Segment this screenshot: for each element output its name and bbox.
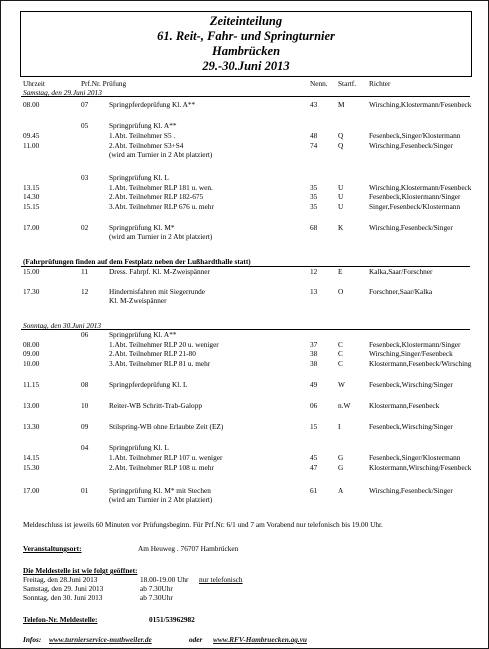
row-startf: E — [338, 267, 343, 276]
meldeschluss-note: Meldeschluss ist jeweils 60 Minuten vor Prüfungsbeginn. Für Prf.Nr. 6/1 und 7 am Vorabend nur telefonisch bis 19.00 Uhr. — [23, 520, 383, 529]
col-richter: Richter — [369, 79, 391, 88]
opening-title: Die Meldestelle ist wie folgt geöffnet: — [23, 566, 138, 575]
row-text: Hindernisfahren mit Siegerrunde — [109, 287, 206, 296]
row-text: (wird am Turnier in 2 Abt platziert) — [109, 495, 213, 504]
row-nr: 08 — [81, 380, 89, 389]
row-richter: Forschner,Saar/Kalka — [369, 287, 433, 296]
row-time: 09.45 — [23, 131, 40, 140]
row-nr: 11 — [81, 267, 89, 276]
row-nr: 09 — [81, 422, 89, 431]
row-time: 15.15 — [23, 202, 40, 211]
row-nr: 04 — [81, 443, 89, 452]
row-nenn: 38 — [310, 359, 318, 368]
row-richter: Wirsching,Klostermann/Fesenbeck — [369, 100, 472, 109]
row-richter: Fesenbeck,Wirsching/Singer — [369, 380, 453, 389]
row-richter: Fesenbeck,Singer/Klostermann — [369, 131, 461, 140]
day-heading-sunday: Sonntag, den 30.Juni 2013 — [23, 321, 102, 330]
row-richter: Wirsching,Klostermann/Fesenbeck — [369, 183, 472, 192]
row-text: Kl. M-Zweispänner — [109, 296, 167, 305]
row-startf: n.W — [338, 401, 351, 410]
row-startf: C — [338, 340, 343, 349]
row-richter: Wirsching,Fesenbeck/Singer — [369, 141, 453, 150]
row-nenn: 49 — [310, 380, 318, 389]
row-time: 11.15 — [23, 380, 40, 389]
col-nenn: Nenn. — [310, 79, 328, 88]
row-richter: Wirsching,Fesenbeck/Singer — [369, 486, 453, 495]
row-richter: Wirsching,Fesenbeck/Singer — [369, 223, 453, 232]
row-nenn: 61 — [310, 486, 318, 495]
row-nenn: 45 — [310, 453, 318, 462]
event-name: 61. Reit-, Fahr- und Springturnier — [157, 29, 335, 43]
col-startf: Startf. — [338, 79, 357, 88]
row-startf: O — [338, 287, 344, 296]
row-text: Springprüfung Kl. M* mit Stechen — [109, 486, 211, 495]
row-time: 11.00 — [23, 141, 40, 150]
row-richter: Wirsching,Singer/Fesenbeck — [369, 349, 453, 358]
row-startf: U — [338, 192, 344, 201]
row-richter: Singer,Fesenbeck/Klostermann — [369, 202, 461, 211]
row-nr: 02 — [81, 223, 89, 232]
row-startf: K — [338, 223, 344, 232]
opening-time: 18.00-19.00 Uhr — [140, 575, 189, 584]
row-text: 1.Abt. Teilnehmer RLP 20 u. weniger — [109, 340, 219, 349]
row-startf: M — [338, 100, 345, 109]
row-text: Springpferdeprüfung Kl. L — [109, 380, 188, 389]
row-startf: C — [338, 349, 343, 358]
row-startf: W — [338, 380, 345, 389]
row-startf: Q — [338, 141, 344, 150]
row-time: 15.00 — [23, 267, 40, 276]
row-nenn: 43 — [310, 100, 318, 109]
event-dates: 29.-30.Juni 2013 — [202, 59, 290, 73]
title-line: Zeiteinteilung — [209, 14, 283, 28]
row-nenn: 15 — [310, 422, 318, 431]
title-box — [20, 11, 472, 77]
row-time: 17.00 — [23, 486, 40, 495]
row-text: 2.Abt. Teilnehmer RLP 182-675 — [109, 192, 204, 201]
row-time: 14.30 — [23, 192, 40, 201]
row-richter: Fesenbeck,Wirsching/Singer — [369, 422, 453, 431]
row-richter: Fesenbeck,Klostermann/Singer — [369, 340, 461, 349]
row-richter: Fesenbeck,Klostermann/Singer — [369, 192, 461, 201]
row-nenn: 68 — [310, 223, 318, 232]
row-text: Springprüfung Kl. M* — [109, 223, 175, 232]
row-nenn: 74 — [310, 141, 318, 150]
row-text: Springprüfung Kl. L — [109, 443, 169, 452]
row-time: 09.00 — [23, 349, 40, 358]
row-time: 17.30 — [23, 287, 40, 296]
row-richter: Klostermann,Wirsching/Fesenbeck — [369, 463, 472, 472]
row-text: Springprüfung Kl. A** — [109, 121, 177, 130]
row-nenn: 12 — [310, 267, 318, 276]
row-time: 08.00 — [23, 100, 40, 109]
row-text: Reiter-WB Schritt-Trab-Galopp — [109, 401, 203, 410]
row-nenn: 38 — [310, 349, 318, 358]
row-time: 10.00 — [23, 359, 40, 368]
row-nr: 03 — [81, 173, 89, 182]
opening-time: ab 7.30Uhr — [140, 593, 173, 602]
row-text: 3.Abt. Teilnehmer RLP 81 u. mehr — [109, 359, 211, 368]
row-text: Springprüfung Kl. L — [109, 173, 169, 182]
row-nr: 10 — [81, 401, 89, 410]
row-time: 08.00 — [23, 340, 40, 349]
row-nenn: 06 — [310, 401, 318, 410]
row-nr: 01 — [81, 486, 89, 495]
row-richter: Fesenbeck,Singer/Klostermann — [369, 453, 461, 462]
row-time: 13.30 — [23, 422, 40, 431]
opening-day: Samstag, den 29. Juni 2013 — [23, 584, 104, 593]
row-startf: G — [338, 453, 344, 462]
row-text: Springpferdeprüfung Kl. A** — [109, 100, 196, 109]
festplatz-note: (Fahrprüfungen finden auf dem Festplatz neben der Lußhardthalle statt) — [23, 257, 251, 266]
row-startf: Q — [338, 131, 344, 140]
row-time: 13.00 — [23, 401, 40, 410]
row-text: Springprüfung Kl. A** — [109, 330, 177, 339]
venue-label: Veranstaltungsort: — [23, 544, 82, 553]
row-text: 1.Abt. Teilnehmer S5 . — [109, 131, 176, 140]
event-location: Hambrücken — [211, 44, 281, 58]
divider — [21, 96, 470, 97]
row-time: 13.15 — [23, 183, 40, 192]
infos-link-turnierservice[interactable]: www.turnierservice-muthweiler.de — [49, 635, 152, 644]
row-nenn: 35 — [310, 183, 318, 192]
divider — [21, 329, 470, 330]
row-nenn: 35 — [310, 202, 318, 211]
row-startf: C — [338, 359, 343, 368]
row-text: 2.Abt. Teilnehmer RLP 108 u. mehr — [109, 463, 214, 472]
row-nr: 07 — [81, 100, 89, 109]
opening-day: Sonntag, den 30. Juni 2013 — [23, 593, 103, 602]
row-richter: Kalka,Saar/Forschner — [369, 267, 433, 276]
row-text: 2.Abt. Teilnehmer S3+S4 — [109, 141, 184, 150]
row-time: 15.30 — [23, 463, 40, 472]
row-nenn: 47 — [310, 463, 318, 472]
row-richter: Klostermann,Fesenbeck/Wirsching — [369, 359, 472, 368]
row-text: 3.Abt. Teilnehmer RLP 676 u. mehr — [109, 202, 214, 211]
col-uhrzeit: Uhrzeit — [23, 79, 45, 88]
row-text: (wird am Turnier in 2 Abt platziert) — [109, 232, 213, 241]
row-nenn: 13 — [310, 287, 318, 296]
row-startf: G — [338, 463, 344, 472]
row-nr: 12 — [81, 287, 89, 296]
opening-time: ab 7.30Uhr — [140, 584, 173, 593]
col-prf: Prf.Nr. Prüfung — [81, 79, 127, 88]
day-heading-saturday: Samstag, den 29.Juni 2013 — [23, 88, 102, 97]
row-nenn: 37 — [310, 340, 318, 349]
row-nr: 06 — [81, 330, 89, 339]
row-text: (wird am Turnier in 2 Abt platziert) — [109, 150, 213, 159]
infos-link-rfv[interactable]: www.RFV-Hambruecken.ag.vu — [213, 635, 307, 644]
row-startf: A — [338, 486, 344, 495]
row-startf: U — [338, 183, 344, 192]
row-text: Stilspring-WB ohne Erlaubte Zeit (EZ) — [109, 422, 224, 431]
row-text: 1.Abt. Teilnehmer RLP 107 u. weniger — [109, 453, 223, 462]
opening-extra: nur telefonisch — [199, 575, 243, 584]
infos-oder: oder — [189, 635, 203, 644]
row-text: 1.Abt. Teilnehmer RLP 181 u. wen. — [109, 183, 213, 192]
row-nenn: 48 — [310, 131, 318, 140]
row-text: Dress. Fahrpf. Kl. M-Zweispänner — [109, 267, 210, 276]
row-startf: I — [338, 422, 341, 431]
row-time: 17.00 — [23, 223, 40, 232]
row-startf: U — [338, 202, 344, 211]
row-text: 2.Abt. Teilnehmer RLP 21-80 — [109, 349, 196, 358]
divider — [21, 266, 470, 267]
row-nenn: 35 — [310, 192, 318, 201]
infos-label: Infos: — [23, 635, 42, 644]
phone-label: Telefon-Nr. Meldestelle: — [23, 615, 98, 624]
row-time: 14.15 — [23, 453, 40, 462]
row-richter: Klostermann,Fesenbeck — [369, 401, 440, 410]
opening-day: Freitag, den 28.Juni 2013 — [23, 575, 98, 584]
venue-value: Am Heuweg . 76707 Hambrücken — [138, 544, 239, 553]
phone-value: 0151/53962982 — [149, 615, 195, 624]
row-nr: 05 — [81, 121, 89, 130]
